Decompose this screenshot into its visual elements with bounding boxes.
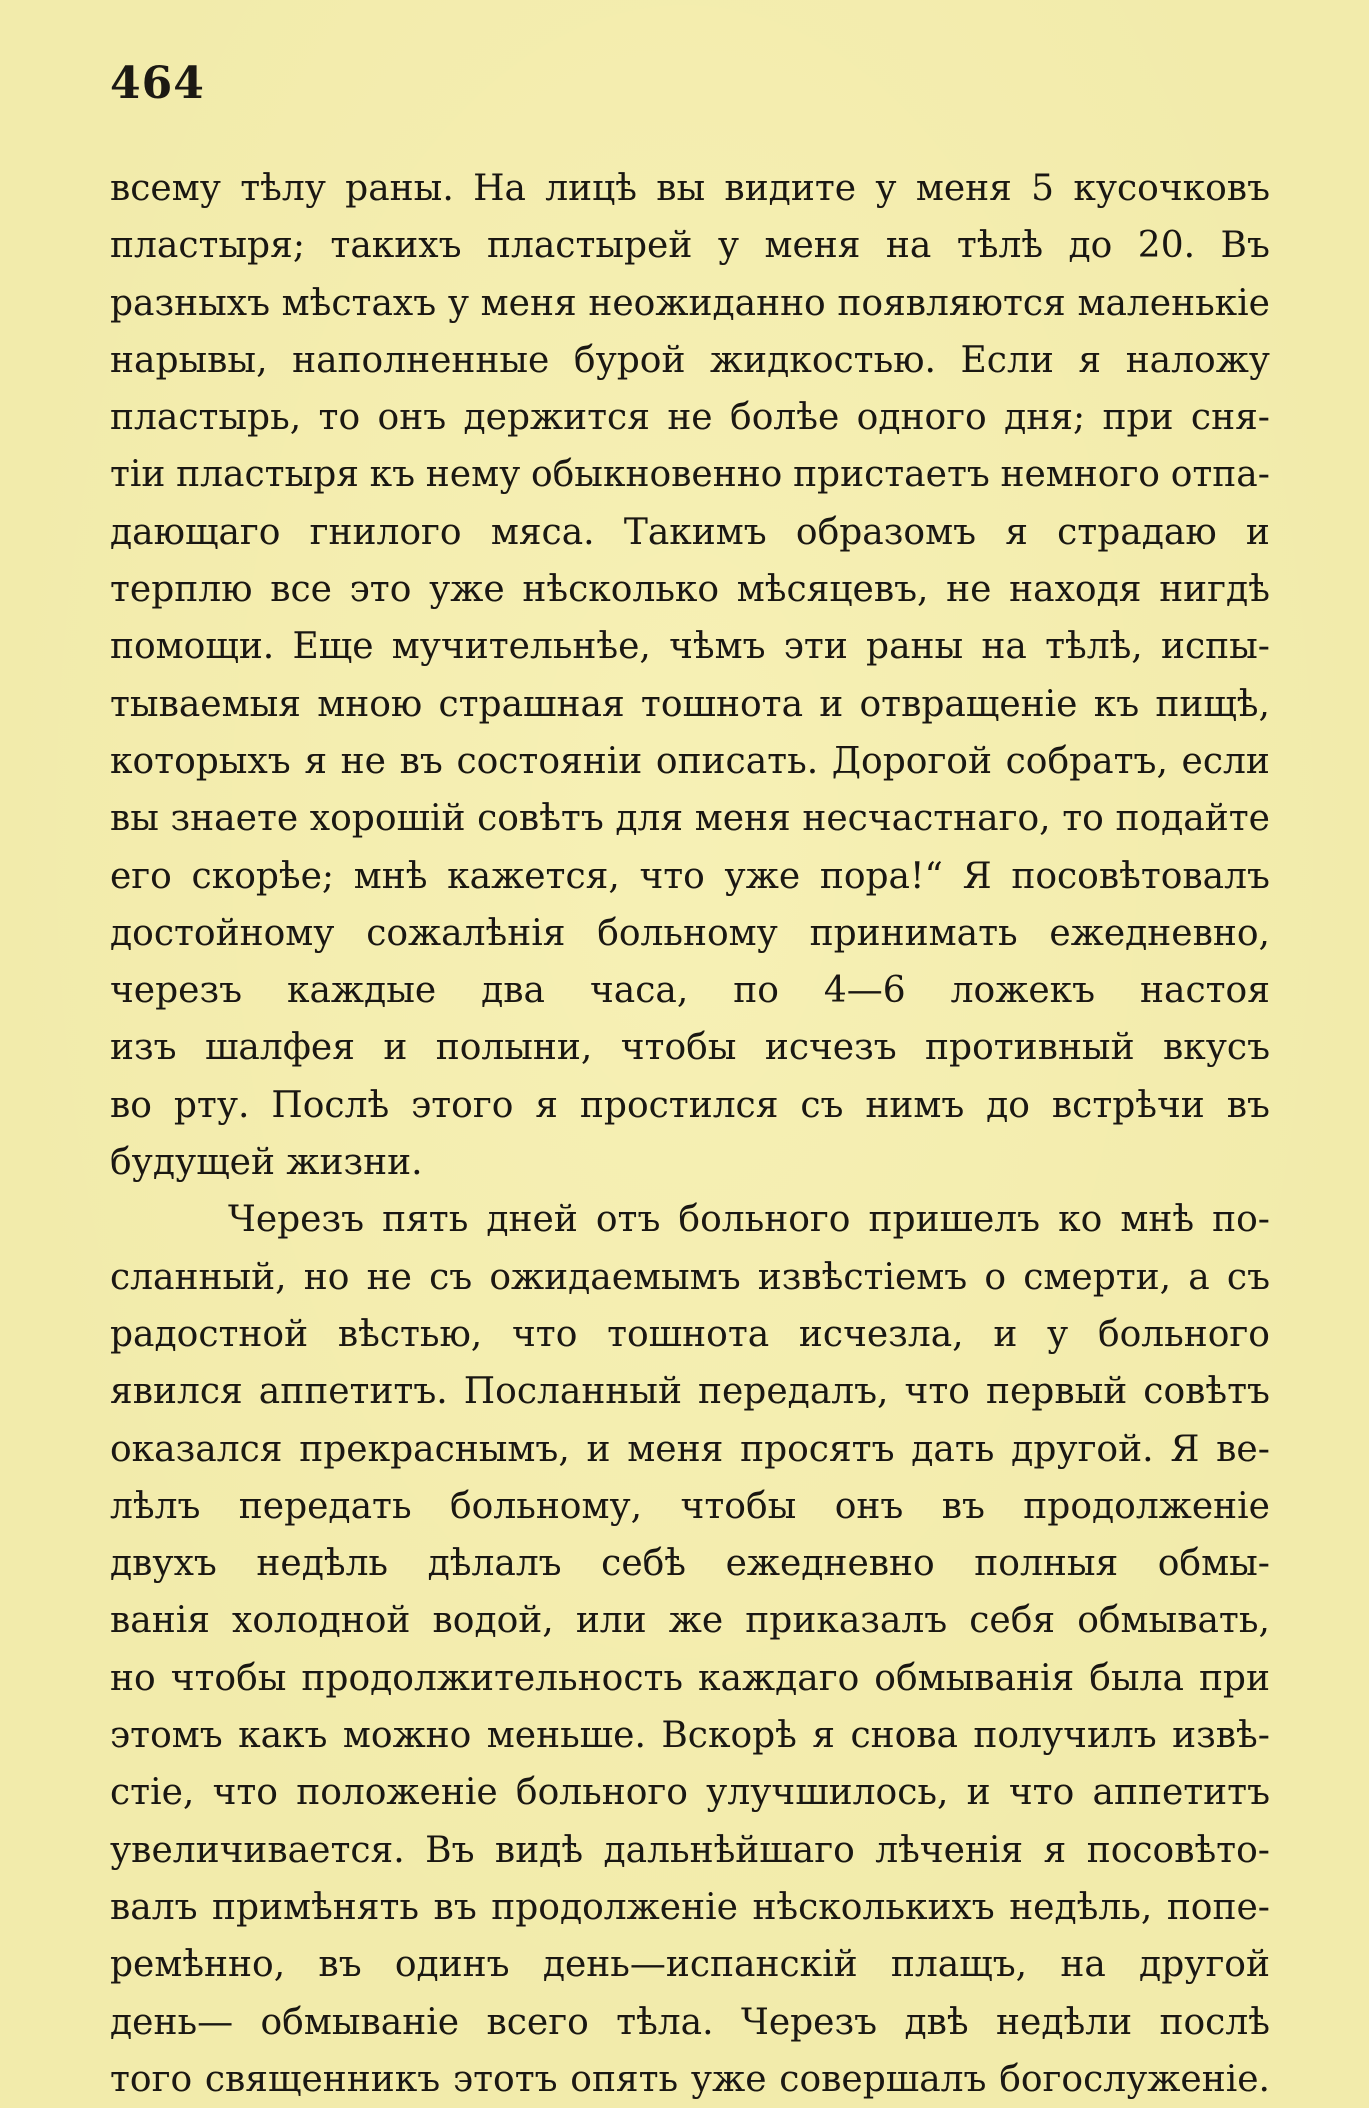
text-line: пластыря; такихъ пластырей у меня на тѣлѣ до 20. Въ (110, 225, 1270, 267)
text-line: будущей жизни. (110, 1142, 423, 1184)
text-line: сланный, но не съ ожидаемымъ извѣстіемъ о смерти, а съ (110, 1256, 1270, 1298)
page-number: 464 (110, 58, 205, 109)
body-text (110, 160, 1270, 2108)
text-line: всему тѣлу раны. На лицѣ вы видите у меня 5 кусочковъ (110, 168, 1270, 209)
text-line: ремѣнно, въ одинъ день—испанскій плащъ, на другой (110, 1944, 1270, 1986)
text-line: черезъ каждые два часа, по 4—6 ложекъ настоя (110, 970, 1270, 1012)
text-line: его скорѣе; мнѣ кажется, что уже пора!“ Я посовѣтовалъ (110, 855, 1270, 897)
text-line: помощи. Еще мучительнѣе, чѣмъ эти раны на тѣлѣ, испы- (110, 626, 1270, 668)
text-line: день— обмываніе всего тѣла. Черезъ двѣ недѣли послѣ (110, 2001, 1270, 2043)
text-line: ванія холодной водой, или же приказалъ себя обмывать, (110, 1600, 1270, 1642)
text-line: валъ примѣнять въ продолженіе нѣсколькихъ недѣль, попе- (110, 1886, 1270, 1928)
text-line: явился аппетитъ. Посланный передалъ, что первый совѣтъ (110, 1371, 1270, 1413)
text-line: но чтобы продолжительность каждаго обмыванія была при (110, 1657, 1270, 1699)
text-line: радостной вѣстью, что тошнота исчезла, и у больного (110, 1313, 1270, 1355)
text-line: нарывы, наполненные бурой жидкостью. Если я наложу (110, 339, 1270, 381)
text-line: терплю все это уже нѣсколько мѣсяцевъ, не находя нигдѣ (110, 569, 1270, 611)
text-line: этомъ какъ можно меньше. Вскорѣ я снова получилъ извѣ- (110, 1715, 1270, 1757)
text-line: пластырь, то онъ держится не болѣе одного дня; при сня- (110, 397, 1270, 439)
text-line: тываемыя мною страшная тошнота и отвращеніе къ пищѣ, (110, 683, 1270, 725)
text-line: увеличивается. Въ видѣ дальнѣйшаго лѣченія я посовѣто- (110, 1829, 1270, 1871)
text-line: двухъ недѣль дѣлалъ себѣ ежедневно полныя обмы- (110, 1543, 1270, 1585)
text-line: достойному сожалѣнія больному принимать ежедневно, (110, 912, 1270, 954)
text-line: лѣлъ передать больному, чтобы онъ въ продолженіе (110, 1485, 1270, 1527)
text-line: во рту. Послѣ этого я простился съ нимъ до встрѣчи въ (110, 1084, 1270, 1126)
text-line: стіе, что положеніе больного улучшилось, и что аппетитъ (110, 1772, 1270, 1814)
text-line: которыхъ я не въ состояніи описать. Дорогой собратъ, если (110, 740, 1270, 782)
text-line: оказался прекраснымъ, и меня просятъ дать другой. Я ве- (110, 1428, 1270, 1470)
text-line: тіи пластыря къ нему обыкновенно пристаетъ немного отпа- (110, 454, 1270, 496)
text-line: вы знаете хорошій совѣтъ для меня несчастнаго, то подайте (110, 798, 1270, 840)
text-line: изъ шалфея и полыни, чтобы исчезъ противный вкусъ (110, 1027, 1270, 1069)
text-line: того священникъ этотъ опять уже совершалъ богослуженіе. (110, 2058, 1270, 2100)
text-line: Черезъ пять дней отъ больного пришелъ ко мнѣ по- (228, 1199, 1270, 1241)
text-line: разныхъ мѣстахъ у меня неожиданно появляются маленькіе (110, 282, 1270, 324)
text-line: дающаго гнилого мяса. Такимъ образомъ я страдаю и (110, 511, 1270, 553)
